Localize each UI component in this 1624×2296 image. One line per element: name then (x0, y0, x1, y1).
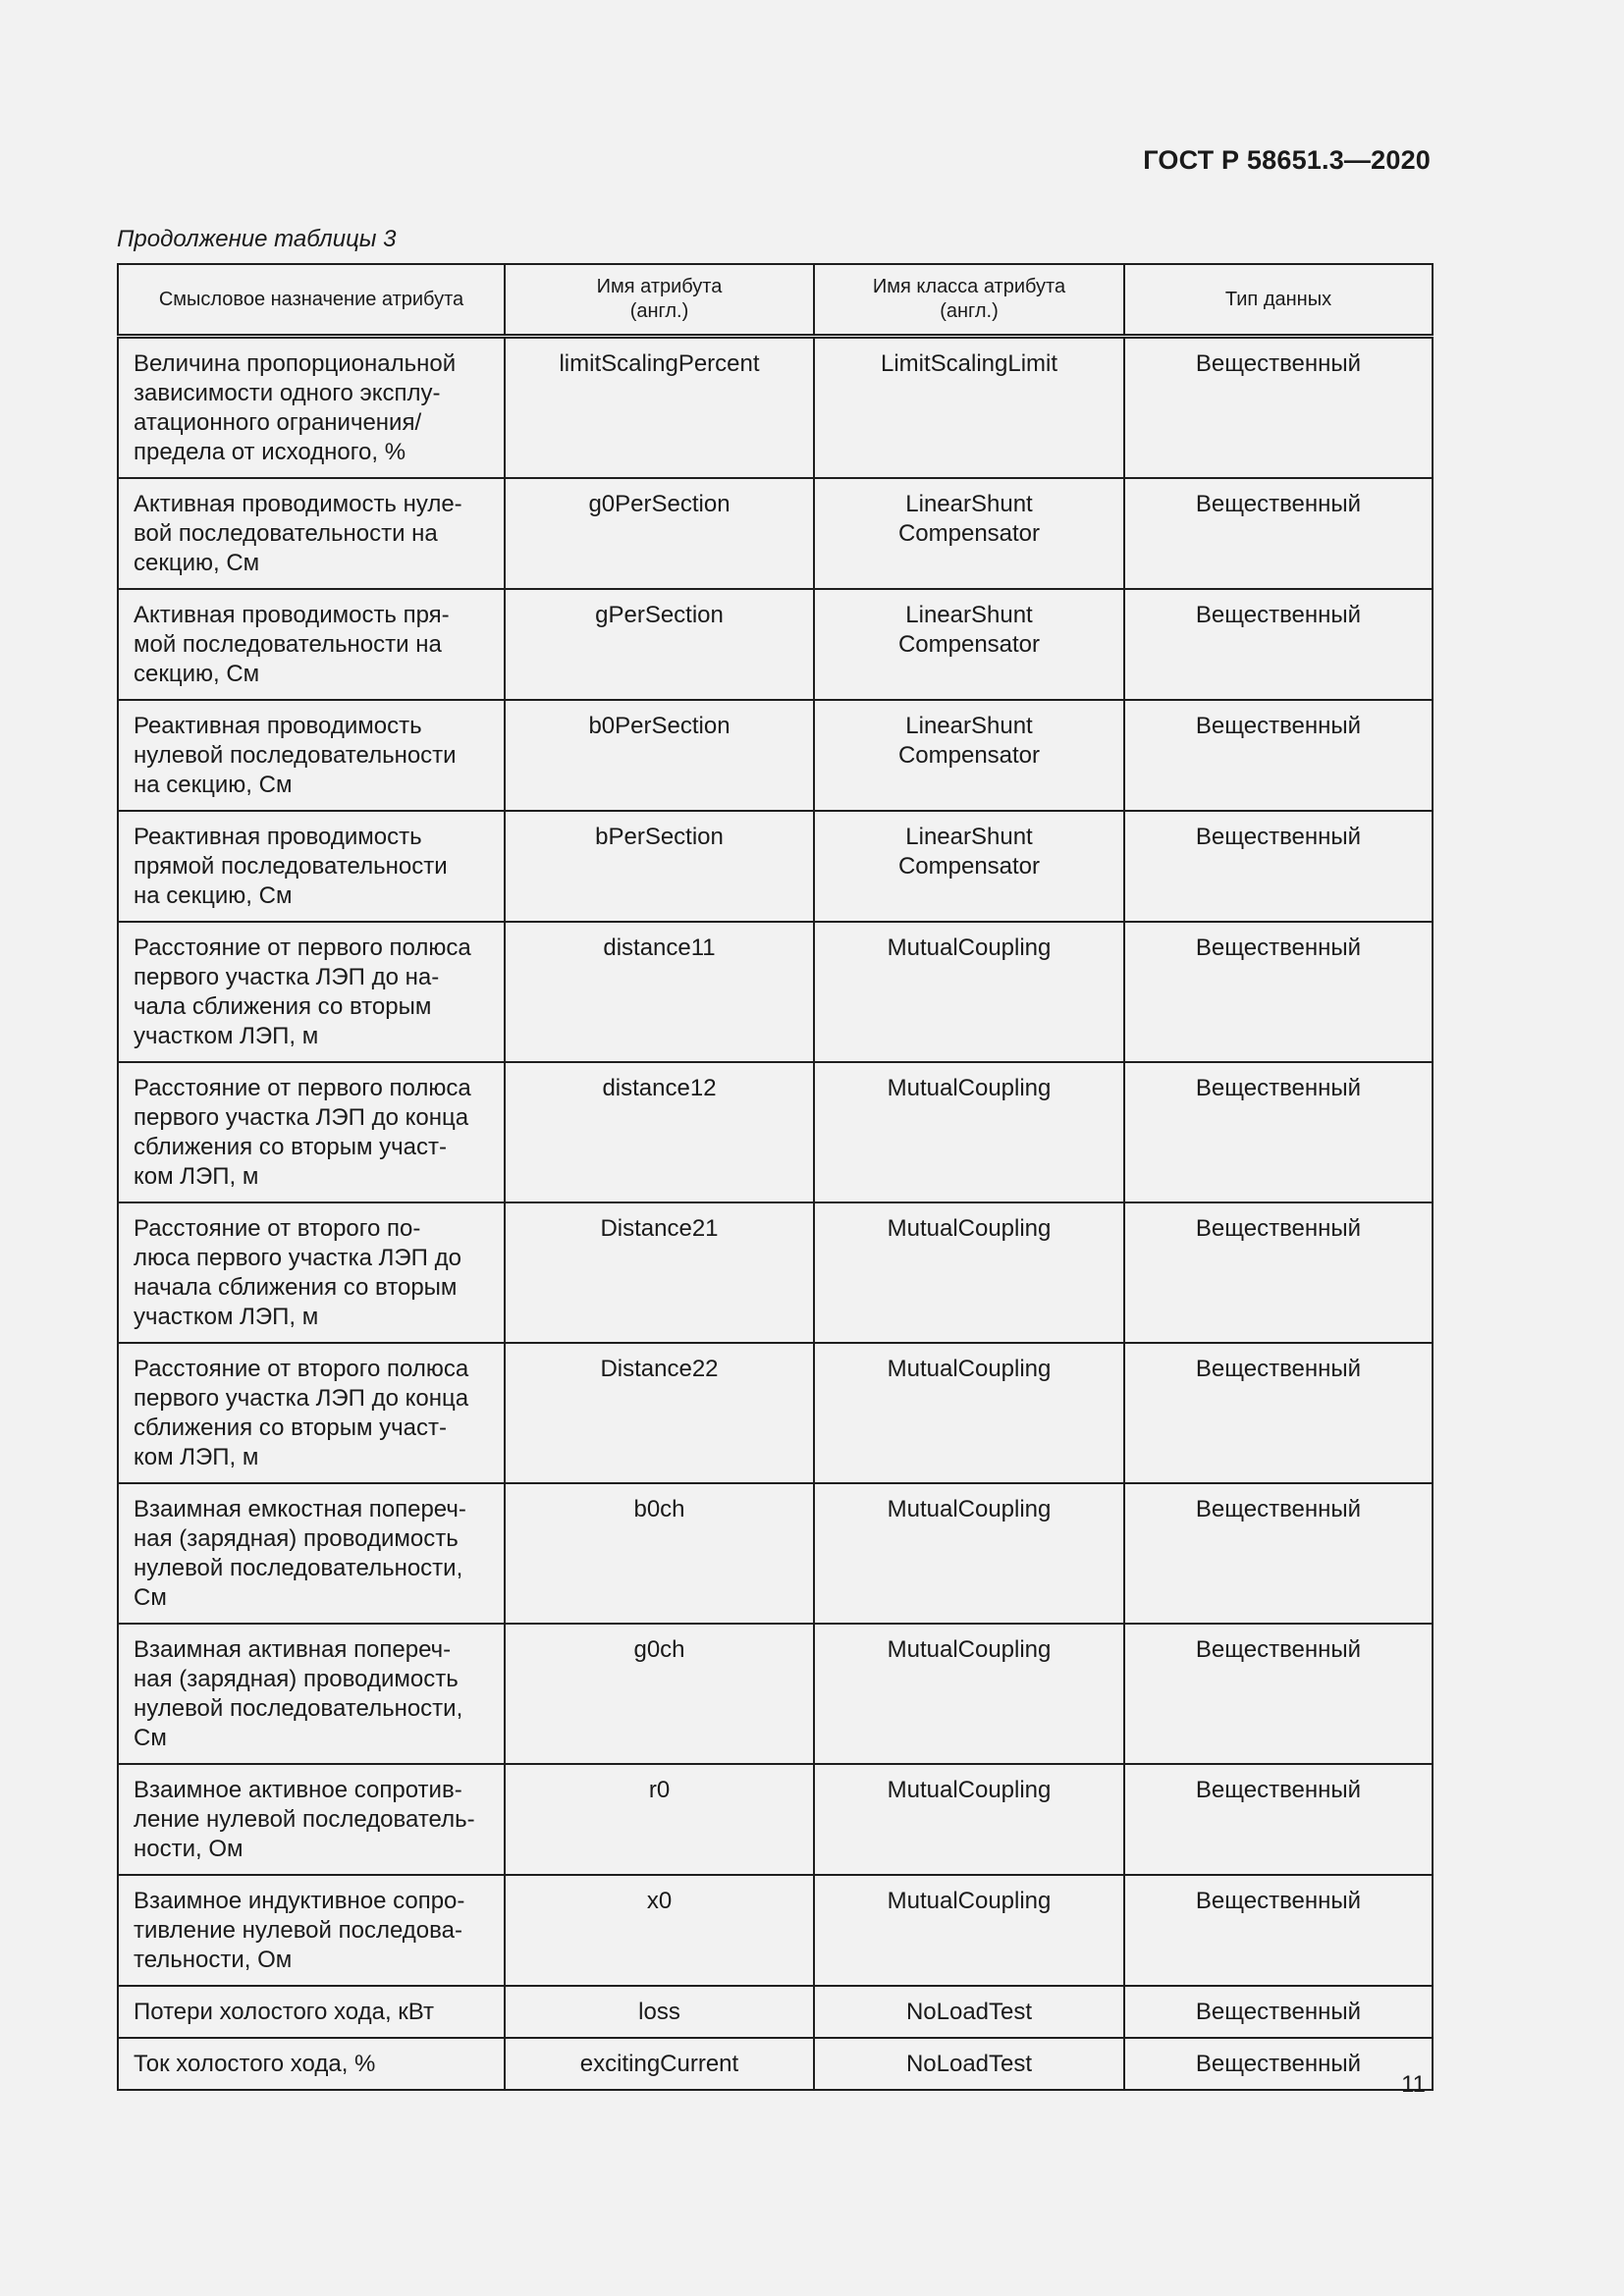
page-number: 11 (1401, 2071, 1426, 2098)
cell-attribute-name: Distance21 (505, 1202, 814, 1343)
table-row (118, 1764, 1433, 1875)
cell-attribute-class: MutualCoupling (814, 922, 1124, 1062)
table-row (118, 1986, 1433, 2038)
cell-attribute-name: g0PerSection (505, 478, 814, 589)
document-code: ГОСТ Р 58651.3—2020 (1143, 145, 1431, 175)
cell-data-type: Вещественный (1124, 2038, 1433, 2090)
table-row (118, 1343, 1433, 1483)
cell-attribute-name: bPerSection (505, 811, 814, 922)
cell-attribute-name: b0ch (505, 1483, 814, 1624)
cell-attribute-class: MutualCoupling (814, 1764, 1124, 1875)
table-row (118, 1202, 1433, 1343)
cell-data-type: Вещественный (1124, 700, 1433, 811)
cell-data-type: Вещественный (1124, 811, 1433, 922)
cell-attribute-class: MutualCoupling (814, 1062, 1124, 1202)
cell-meaning: Величина пропорциональной зависимости одного эксплу- атационного ограничения/ предела от исходного, % (118, 337, 505, 479)
cell-attribute-name: r0 (505, 1764, 814, 1875)
cell-attribute-name: x0 (505, 1875, 814, 1986)
cell-attribute-name: b0PerSection (505, 700, 814, 811)
cell-attribute-class: MutualCoupling (814, 1875, 1124, 1986)
table-row (118, 1624, 1433, 1764)
table-body (118, 337, 1433, 2091)
column-header-data-type: Тип данных (1124, 264, 1433, 337)
cell-meaning: Потери холостого хода, кВт (118, 1986, 505, 2038)
table-row (118, 700, 1433, 811)
cell-attribute-name: loss (505, 1986, 814, 2038)
cell-data-type: Вещественный (1124, 1062, 1433, 1202)
cell-meaning: Активная проводимость пря- мой последовательности на секцию, См (118, 589, 505, 700)
cell-data-type: Вещественный (1124, 1483, 1433, 1624)
table-row (118, 1875, 1433, 1986)
attributes-table (117, 263, 1434, 2091)
cell-meaning: Активная проводимость нуле- вой последовательности на секцию, См (118, 478, 505, 589)
table-row (118, 478, 1433, 589)
cell-data-type: Вещественный (1124, 589, 1433, 700)
cell-meaning: Расстояние от первого полюса первого участка ЛЭП до на- чала сближения со вторым участком ЛЭП, м (118, 922, 505, 1062)
table-row (118, 811, 1433, 922)
cell-attribute-class: LinearShunt Compensator (814, 589, 1124, 700)
cell-data-type: Вещественный (1124, 1764, 1433, 1875)
cell-attribute-class: LinearShunt Compensator (814, 478, 1124, 589)
cell-meaning: Расстояние от второго полюса первого участка ЛЭП до конца сближения со вторым участ- ком ЛЭП, м (118, 1343, 505, 1483)
cell-data-type: Вещественный (1124, 1202, 1433, 1343)
cell-data-type: Вещественный (1124, 922, 1433, 1062)
cell-meaning: Расстояние от первого полюса первого участка ЛЭП до конца сближения со вторым участ- ком ЛЭП, м (118, 1062, 505, 1202)
table-row (118, 2038, 1433, 2090)
cell-attribute-class: NoLoadTest (814, 2038, 1124, 2090)
cell-attribute-class: MutualCoupling (814, 1624, 1124, 1764)
table-row (118, 337, 1433, 479)
cell-attribute-name: limitScalingPercent (505, 337, 814, 479)
table-row (118, 1483, 1433, 1624)
cell-attribute-name: excitingCurrent (505, 2038, 814, 2090)
column-header-attribute-class: Имя класса атрибута (англ.) (814, 264, 1124, 337)
cell-attribute-class: NoLoadTest (814, 1986, 1124, 2038)
table-header (118, 264, 1433, 337)
cell-attribute-name: distance12 (505, 1062, 814, 1202)
cell-meaning: Взаимное индуктивное сопро- тивление нулевой последова- тельности, Ом (118, 1875, 505, 1986)
cell-data-type: Вещественный (1124, 1986, 1433, 2038)
cell-data-type: Вещественный (1124, 1875, 1433, 1986)
table-row (118, 922, 1433, 1062)
cell-data-type: Вещественный (1124, 337, 1433, 479)
cell-attribute-name: gPerSection (505, 589, 814, 700)
table-caption: Продолжение таблицы 3 (117, 226, 397, 252)
cell-attribute-class: LinearShunt Compensator (814, 811, 1124, 922)
table-header-row (118, 264, 1433, 337)
cell-meaning: Расстояние от второго по- люса первого участка ЛЭП до начала сближения со вторым участком ЛЭП, м (118, 1202, 505, 1343)
cell-meaning: Взаимное активное сопротив- ление нулевой последователь- ности, Ом (118, 1764, 505, 1875)
cell-attribute-name: g0ch (505, 1624, 814, 1764)
cell-attribute-class: MutualCoupling (814, 1343, 1124, 1483)
cell-meaning: Ток холостого хода, % (118, 2038, 505, 2090)
cell-attribute-name: Distance22 (505, 1343, 814, 1483)
cell-meaning: Взаимная емкостная попереч- ная (зарядная) проводимость нулевой последовательности, См (118, 1483, 505, 1624)
cell-data-type: Вещественный (1124, 1343, 1433, 1483)
cell-attribute-class: LimitScalingLimit (814, 337, 1124, 479)
table-row (118, 1062, 1433, 1202)
column-header-meaning: Смысловое назначение атрибута (118, 264, 505, 337)
cell-meaning: Реактивная проводимость прямой последовательности на секцию, См (118, 811, 505, 922)
cell-attribute-class: LinearShunt Compensator (814, 700, 1124, 811)
cell-attribute-name: distance11 (505, 922, 814, 1062)
cell-data-type: Вещественный (1124, 478, 1433, 589)
table-row (118, 589, 1433, 700)
cell-attribute-class: MutualCoupling (814, 1202, 1124, 1343)
cell-meaning: Реактивная проводимость нулевой последовательности на секцию, См (118, 700, 505, 811)
cell-meaning: Взаимная активная попереч- ная (зарядная) проводимость нулевой последовательности, См (118, 1624, 505, 1764)
cell-data-type: Вещественный (1124, 1624, 1433, 1764)
cell-attribute-class: MutualCoupling (814, 1483, 1124, 1624)
column-header-attribute-name: Имя атрибута (англ.) (505, 264, 814, 337)
